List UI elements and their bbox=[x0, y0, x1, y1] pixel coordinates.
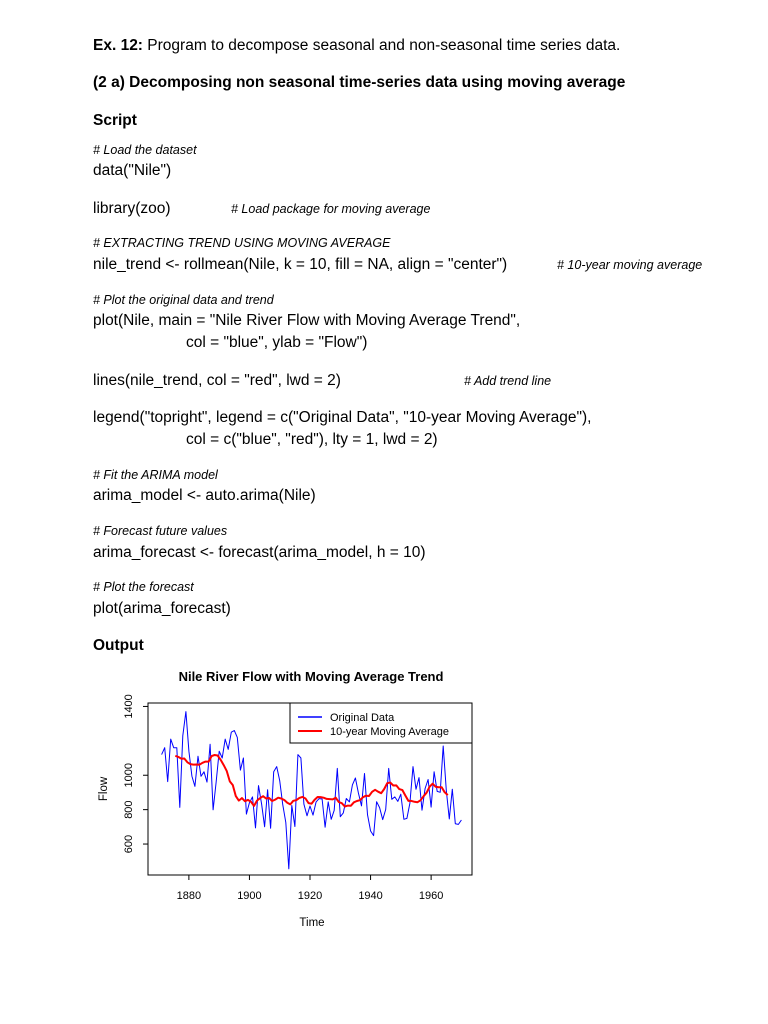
code-comment-extract: # EXTRACTING TREND USING MOVING AVERAGE bbox=[93, 236, 391, 250]
code-comment-rollmean: # 10-year moving average bbox=[557, 258, 703, 272]
x-axis bbox=[177, 875, 444, 902]
x-tick-label: 1940 bbox=[358, 890, 383, 902]
code-comment-forecast: # Forecast future values bbox=[93, 524, 228, 538]
legend-label-moving-average: 10-year Moving Average bbox=[330, 726, 450, 738]
code-line-forecast: arima_forecast <- forecast(arima_model, h = 10) bbox=[93, 544, 426, 561]
chart-legend bbox=[290, 703, 472, 743]
x-tick-label: 1880 bbox=[176, 890, 202, 902]
y-tick-label: 1000 bbox=[123, 762, 135, 788]
code-line-library: library(zoo) bbox=[93, 200, 171, 217]
script-label: Script bbox=[93, 112, 137, 129]
code-line-plot: plot(Nile, main = "Nile River Flow with Moving Average Trend", bbox=[93, 312, 521, 329]
chart-title: Nile River Flow with Moving Average Trend bbox=[178, 669, 444, 684]
code-line-rollmean: nile_trend <- rollmean(Nile, k = 10, fill = NA, align = "center") bbox=[93, 256, 508, 273]
exercise-number: Ex. 12: bbox=[93, 37, 143, 54]
code-line-plot-forecast: plot(arima_forecast) bbox=[93, 600, 231, 617]
exercise-title: Program to decompose seasonal and non-seasonal time series data. bbox=[142, 37, 621, 54]
code-line-arima: arima_model <- auto.arima(Nile) bbox=[93, 487, 316, 504]
code-comment-lines: # Add trend line bbox=[464, 374, 552, 388]
code-comment-plot: # Plot the original data and trend bbox=[93, 293, 274, 307]
legend-label-original: Original Data bbox=[330, 712, 395, 724]
y-axis-label: Flow bbox=[98, 776, 110, 802]
section-subtitle: (2 a) Decomposing non seasonal time-series data using moving average bbox=[93, 74, 626, 91]
x-tick-label: 1960 bbox=[418, 890, 444, 902]
code-line-data: data("Nile") bbox=[93, 162, 172, 179]
x-tick-label: 1900 bbox=[237, 890, 262, 902]
y-axis bbox=[123, 694, 148, 853]
code-line-legend-cont: col = c("blue", "red"), lty = 1, lwd = 2) bbox=[186, 431, 438, 448]
output-label: Output bbox=[93, 637, 144, 654]
y-tick-label: 800 bbox=[123, 800, 135, 819]
x-tick-label: 1920 bbox=[297, 890, 323, 902]
y-tick-label: 1400 bbox=[123, 694, 135, 719]
code-comment-arima: # Fit the ARIMA model bbox=[93, 468, 218, 482]
code-line-lines: lines(nile_trend, col = "red", lwd = 2) bbox=[93, 372, 341, 389]
code-line-plot-cont: col = "blue", ylab = "Flow") bbox=[186, 334, 368, 351]
code-comment-plot-forecast: # Plot the forecast bbox=[93, 580, 194, 594]
code-comment-load: # Load the dataset bbox=[93, 143, 197, 157]
x-axis-label: Time bbox=[299, 917, 325, 929]
code-comment-library: # Load package for moving average bbox=[231, 202, 431, 216]
code-line-legend: legend("topright", legend = c("Original Data", "10-year Moving Average"), bbox=[93, 409, 592, 426]
y-tick-label: 600 bbox=[123, 834, 135, 854]
